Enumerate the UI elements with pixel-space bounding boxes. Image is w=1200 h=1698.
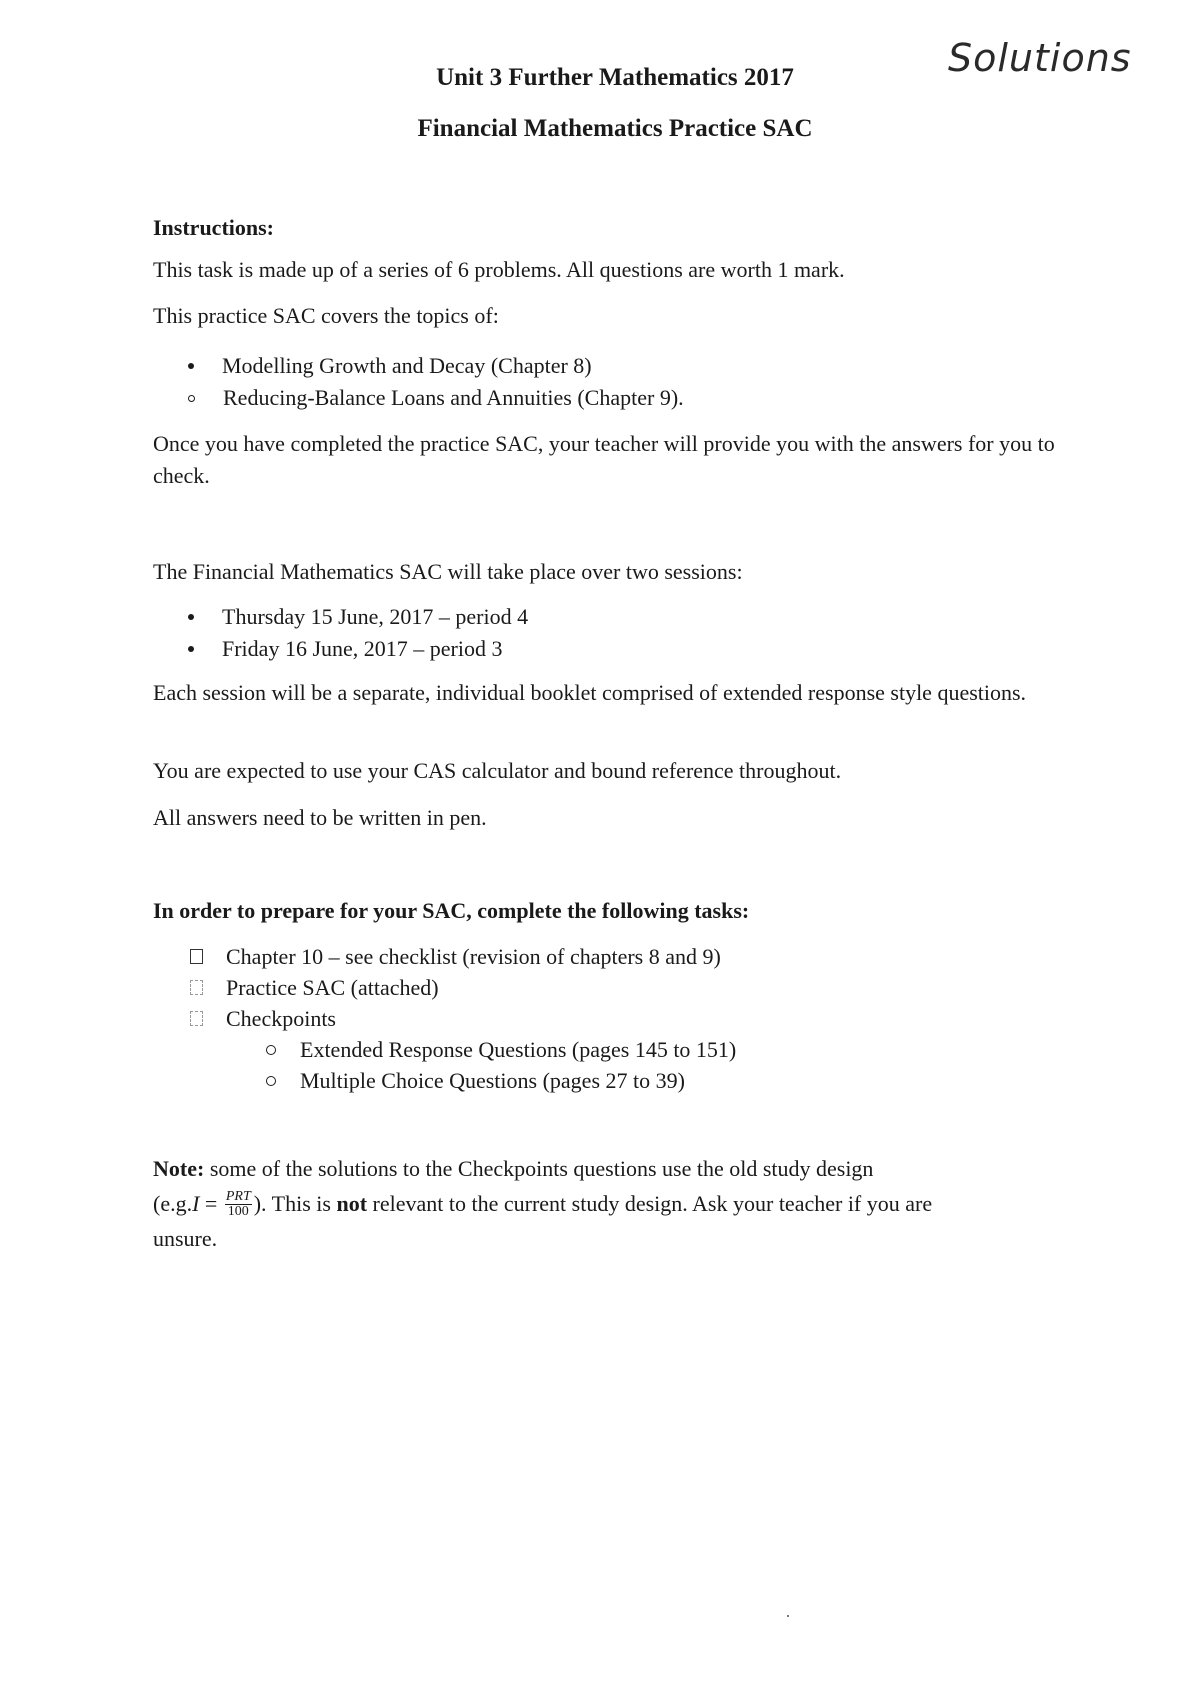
- note-line-2: [153, 1185, 1073, 1223]
- note-line-1: [153, 1153, 1073, 1185]
- topic-label: Reducing-Balance Loans and Annuities (Chapter 9).: [223, 385, 684, 410]
- session-label: Friday 16 June, 2017 – period 3: [222, 636, 503, 661]
- formula-fraction: [225, 1190, 252, 1219]
- handwritten-annotation: Solutions: [948, 36, 1132, 80]
- list-item: [266, 1034, 736, 1065]
- task-label: Practice SAC (attached): [226, 975, 439, 1000]
- checkbox-icon: [190, 980, 203, 995]
- note-emphasis: not: [336, 1191, 368, 1216]
- bullet-icon: [188, 646, 194, 652]
- list-item: [188, 350, 684, 382]
- bullet-icon: [188, 363, 194, 369]
- scan-speck: [787, 1615, 789, 1617]
- note-text-2b: relevant to the current study design. Ask your teacher if you are: [367, 1191, 933, 1216]
- formula-lhs: I: [192, 1191, 200, 1216]
- list-item: [188, 633, 528, 665]
- sessions-line-1: Each session will be a separate, individual booklet comprised of extended response style questions.: [153, 680, 1027, 705]
- list-item: [188, 601, 528, 633]
- list-item: [188, 382, 684, 414]
- document-subtitle: Financial Mathematics Practice SAC: [417, 115, 813, 142]
- subtask-label: Extended Response Questions (pages 145 to 151): [300, 1037, 737, 1062]
- note-text-2a: ). This is: [253, 1191, 337, 1216]
- topic-label: Modelling Growth and Decay (Chapter 8): [222, 353, 592, 378]
- topics-list: [188, 350, 684, 414]
- sessions-line-2: You are expected to use your CAS calculator and bound reference throughout.: [153, 758, 842, 783]
- circle-bullet-icon: [266, 1076, 276, 1086]
- note-line-3: unsure.: [153, 1226, 218, 1251]
- note-paragraph: [153, 1153, 1073, 1255]
- list-item: [266, 1065, 736, 1096]
- note-label: Note:: [153, 1156, 205, 1181]
- task-label: Checkpoints: [226, 1006, 336, 1031]
- session-label: Thursday 15 June, 2017 – period 4: [222, 604, 529, 629]
- sessions-intro: The Financial Mathematics SAC will take place over two sessions:: [153, 559, 743, 584]
- formula-denominator: 100: [227, 1203, 249, 1219]
- list-item: [190, 941, 721, 972]
- instructions-line-1: This task is made up of a series of 6 problems. All questions are worth 1 mark.: [153, 257, 845, 282]
- instructions-line-2: This practice SAC covers the topics of:: [153, 303, 499, 328]
- sessions-list: [188, 601, 528, 665]
- instructions-line-3: Once you have completed the practice SAC, your teacher will provide you with the answers for you to check.: [153, 431, 1055, 488]
- bullet-icon: [188, 395, 195, 402]
- task-label: Chapter 10 – see checklist (revision of chapters 8 and 9): [226, 944, 721, 969]
- tasks-list: [190, 941, 721, 1034]
- checkbox-icon: [190, 1011, 203, 1026]
- formula-numerator: PRT: [225, 1188, 251, 1204]
- list-item: [190, 1003, 721, 1034]
- checkbox-icon: [190, 949, 203, 964]
- tasks-heading: In order to prepare for your SAC, complete the following tasks:: [153, 898, 750, 923]
- sessions-line-3: All answers need to be written in pen.: [153, 805, 487, 830]
- bullet-icon: [188, 614, 194, 620]
- circle-bullet-icon: [266, 1045, 276, 1055]
- instructions-label: Instructions:: [153, 215, 275, 240]
- note-eg-prefix: (e.g.: [153, 1191, 193, 1216]
- note-text-1: some of the solutions to the Checkpoints questions use the old study design: [209, 1156, 874, 1181]
- subtask-label: Multiple Choice Questions (pages 27 to 39): [300, 1068, 685, 1093]
- document-title: Unit 3 Further Mathematics 2017: [436, 64, 794, 91]
- formula-equals: =: [199, 1191, 223, 1216]
- checkpoints-sublist: [266, 1034, 736, 1096]
- list-item: [190, 972, 721, 1003]
